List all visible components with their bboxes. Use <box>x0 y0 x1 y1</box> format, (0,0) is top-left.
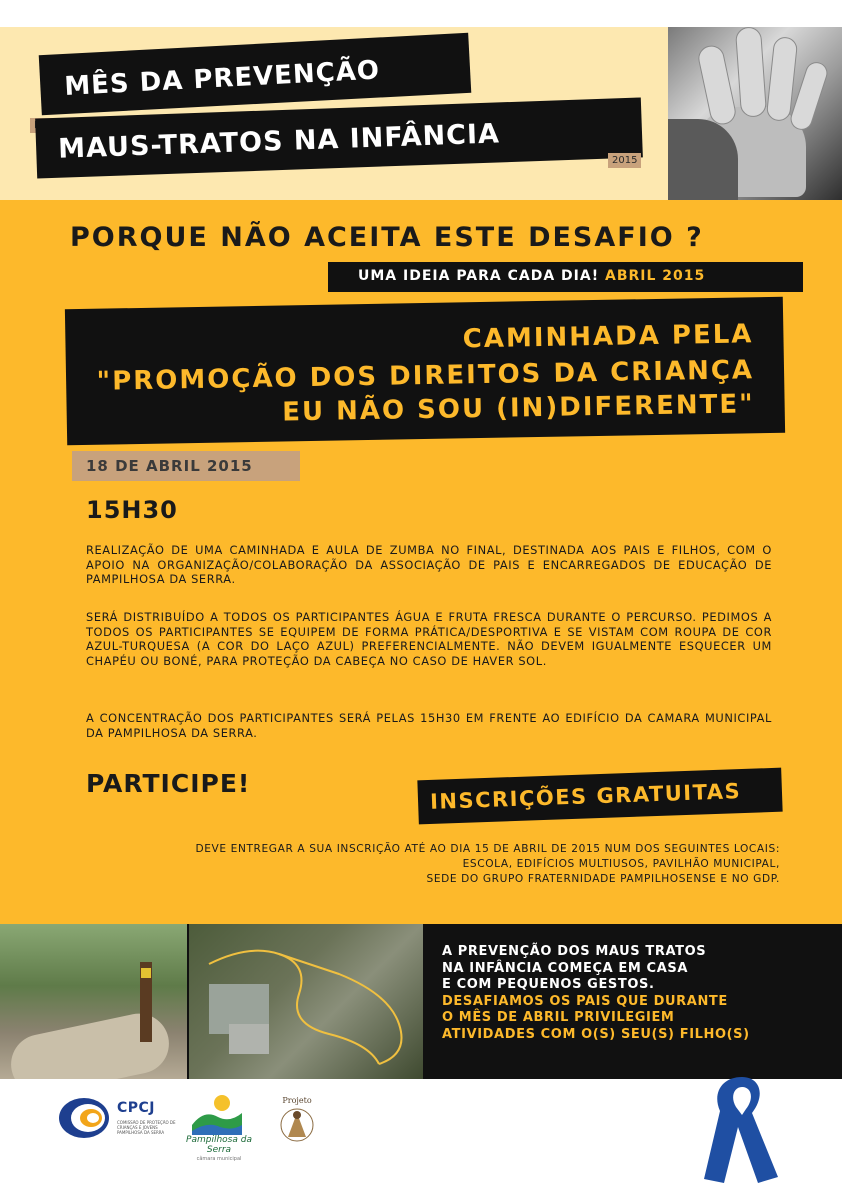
projeto-label: Projeto <box>282 1096 312 1105</box>
event-date: 18 DE ABRIL 2015 <box>72 451 300 481</box>
subheadline-bar <box>328 262 803 292</box>
trail-sign-shape <box>141 968 151 978</box>
pampilhosa-logo <box>190 1091 244 1135</box>
footer-logos <box>0 1079 842 1191</box>
finger-shape <box>696 43 738 127</box>
bottom-message-line: NA INFÂNCIA COMEÇA EM CASA <box>442 960 688 976</box>
bottom-message-highlight: O MÊS DE ABRIL PRIVILEGIEM <box>442 1010 675 1025</box>
trail-photo <box>0 924 187 1079</box>
bottom-message-line: E COM PEQUENOS GESTOS. <box>442 977 655 992</box>
bottom-message-highlight: DESAFIAMOS OS PAIS QUE DURANTE <box>442 993 728 1009</box>
headline: PORQUE NÃO ACEITA ESTE DESAFIO ? <box>70 222 704 253</box>
top-strip <box>0 0 842 27</box>
finger-shape <box>735 27 767 118</box>
cpcj-subtitle: COMISSÃO DE PROTEÇÃO DE CRIANÇAS E JOVENS PAMPILHOSA DA SERRA <box>117 1120 176 1135</box>
bottom-message-highlight: ATIVIDADES COM O(S) SEU(S) FILHO(S) <box>442 1026 750 1042</box>
walk-title-line-1: CAMINHADA PELA <box>462 319 754 355</box>
title-year-tag: 2015 <box>608 153 641 168</box>
subheadline-accent: ABRIL 2015 <box>604 268 706 284</box>
registration-info-line-2: ESCOLA, EDIFÍCIOS MULTIUSOS, PAVILHÃO MUNICIPAL, <box>462 858 780 870</box>
hand-photo <box>668 27 842 200</box>
registration-info-line-3: SEDE DO GRUPO FRATERNIDADE PAMPILHOSENSE E NO GDP. <box>426 873 780 885</box>
map-photo <box>189 924 423 1079</box>
bottom-message <box>442 944 822 1043</box>
free-registration-banner: INSCRIÇÕES GRATUITAS <box>417 768 782 825</box>
blue-ribbon-icon <box>694 1069 790 1187</box>
bottom-message-line: A PREVENÇÃO DOS MAUS TRATOS <box>442 944 707 959</box>
title-line-1: MÊS DA PREVENÇÃO <box>39 33 472 115</box>
walk-title-box <box>65 297 785 446</box>
cpcj-logo <box>58 1096 110 1140</box>
walk-title-line-3: EU NÃO SOU (IN)DIFERENTE" <box>281 389 755 428</box>
event-time: 15H30 <box>86 496 178 524</box>
title-line-2: MAUS-TRATOS NA INFÂNCIA <box>35 97 643 178</box>
trail-post-shape <box>140 962 152 1042</box>
route-map-svg <box>189 924 423 1079</box>
child-face-shape <box>668 119 738 200</box>
subheadline-text: UMA IDEIA PARA CADA DIA! <box>358 268 600 284</box>
pampilhosa-subtitle: câmara municipal <box>196 1156 242 1162</box>
description-paragraph-1: REALIZAÇÃO DE UMA CAMINHADA E AULA DE ZUMBA NO FINAL, DESTINADA AOS PAIS E FILHOS, COM O APOIO NA ORGANIZAÇÃO/COLABORAÇÃO DA ASSOCIAÇÃO DE PAIS E ENCARREGADOS DE EDUCAÇÃO DE PAMPILHOSA DA SERRA. <box>86 543 772 587</box>
pampilhosa-name: Pampilhosa da Serra <box>186 1135 252 1155</box>
participe-heading: PARTICIPE! <box>86 769 251 798</box>
walk-title-line-2: "PROMOÇÃO DOS DIREITOS DA CRIANÇA <box>96 355 755 397</box>
map-buildings <box>229 1024 269 1054</box>
description-paragraph-3: A CONCENTRAÇÃO DOS PARTICIPANTES SERÁ PELAS 15H30 EM FRENTE AO EDIFÍCIO DA CAMARA MUNICIPAL DA PAMPILHOSA DA SERRA. <box>86 711 772 740</box>
registration-info <box>80 842 780 887</box>
projeto-logo <box>268 1093 326 1153</box>
cpcj-name: CPCJ <box>117 1100 156 1116</box>
description-paragraph-2: SERÁ DISTRIBUÍDO A TODOS OS PARTICIPANTES ÁGUA E FRUTA FRESCA DURANTE O PERCURSO. PEDIMOS A TODOS OS PARTICIPANTES SE EQUIPEM DE FORMA PRÁTICA/DESPORTIVA E SE VISTAM COM ROUPA DE COR AZUL-TURQUESA (A COR DO LAÇO AZUL) PREFERENCIALMENTE. NÃO DEVEM IGUALMENTE ESQUECER UM CHAPÉU OU BONÉ, PARA PROTEÇÃO DA CABEÇA NO CASO DE HAVER SOL. <box>86 610 772 668</box>
registration-info-line-1: DEVE ENTREGAR A SUA INSCRIÇÃO ATÉ AO DIA 15 DE ABRIL DE 2015 NUM DOS SEGUINTES LOCAIS: <box>195 843 780 855</box>
